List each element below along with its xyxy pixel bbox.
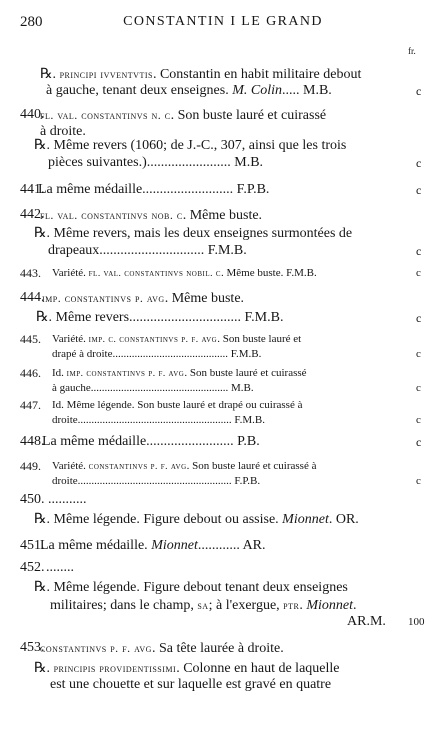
entry-number: 451. (20, 538, 45, 553)
entry-text: à gauche.................................................. M.B. (52, 382, 254, 394)
entry-line (52, 459, 316, 474)
entry-text: AR.M. (347, 614, 386, 629)
coin-legend: imp. c. constantinvs p. f. avg (88, 335, 218, 345)
entry-text: . Son buste lauré et cuirassé à (186, 460, 317, 472)
entry-text: ........ (46, 560, 74, 575)
entry-line (50, 597, 357, 614)
entry-number: 447. (20, 398, 41, 412)
entry-line (34, 138, 346, 154)
entry-text: . Constantin en habit militaire debout (152, 67, 362, 82)
entry-text: . Sa tête laurée à droite. (151, 641, 284, 656)
rarity-value: c (416, 84, 422, 98)
entry-text: La même médaille......................... P.B. (42, 434, 260, 449)
entry-text: à droite. (40, 124, 86, 139)
entry-line (52, 366, 307, 381)
currency-column-mark: fr. (408, 46, 416, 56)
entry-text: ℞. Même légende. Figure debout tenant deux enseignes (34, 580, 348, 595)
entry-text: La même médaille.......................... F.P.B. (38, 182, 270, 197)
entry-text: ............ AR. (197, 538, 266, 553)
entry-number: 452. (20, 560, 45, 575)
entry-text: droite........................................................ F.M.B. (52, 414, 266, 426)
entry-line (52, 332, 301, 347)
entry-text: Variété. (52, 460, 89, 472)
entry-text: ℞. Même revers................................ F.M.B. (36, 310, 284, 325)
entry-line (48, 243, 247, 259)
rarity-value: c (416, 267, 421, 279)
entry-number: 441. (20, 182, 45, 197)
entry-text: ..... M.B. (282, 83, 332, 98)
entry-number: 445. (20, 332, 41, 346)
running-title: CONSTANTIN I LE GRAND (123, 14, 323, 29)
rarity-value: c (416, 244, 422, 258)
entry-text: ; à l'exergue, (208, 598, 284, 613)
rarity-value: c (416, 475, 421, 487)
entry-number: 450. (20, 492, 45, 507)
entry-line (52, 474, 260, 488)
entry-line (46, 83, 332, 99)
source-citation: Mionnet (151, 538, 198, 553)
entry-line (40, 66, 361, 83)
entry-text: . (299, 598, 307, 613)
entry-text: drapeaux.............................. F.M.B. (48, 243, 247, 258)
coin-legend: fl. val. constantinvs nob. c (40, 208, 183, 222)
entry-line (34, 226, 352, 242)
entry-text: . Colonne en haut de laquelle (176, 661, 340, 676)
entry-text: . Son buste lauré et cuirassé (184, 367, 307, 379)
rarity-value: c (416, 156, 422, 170)
entry-line (40, 207, 262, 224)
entry-line (52, 413, 265, 427)
entry-text: . OR. (328, 512, 359, 527)
entry-number: 446. (20, 366, 41, 380)
entry-line (52, 266, 317, 281)
rarity-value: 100 (408, 616, 425, 628)
entry-line (48, 155, 263, 171)
entry-line (42, 290, 244, 307)
coin-legend: ptr (283, 598, 300, 612)
entry-text: ........... (48, 492, 87, 507)
coin-legend: imp. constantinvs p. f. avg (66, 369, 185, 379)
entry-line (34, 580, 348, 596)
entry-text: . Même buste. (164, 291, 245, 306)
entry-text: à gauche, tenant deux enseignes. (46, 83, 233, 98)
entry-text: ℞. (40, 67, 60, 82)
entry-number: 442. (20, 207, 45, 222)
entry-text: Variété. (52, 267, 89, 279)
rarity-value: c (416, 435, 422, 449)
entry-line (40, 107, 326, 124)
entry-line (50, 677, 331, 693)
entry-text: pièces suivantes.)........................ M.B. (48, 155, 264, 170)
coin-legend: sa (197, 598, 209, 612)
rarity-value: c (416, 183, 422, 197)
rarity-value: c (416, 311, 422, 325)
entry-text: ℞. Même revers, mais les deux enseignes surmontées de (34, 226, 353, 241)
coin-legend: principis providentissimi (53, 661, 177, 675)
entry-line (42, 434, 260, 450)
coin-legend: constantinvs p. f. avg (40, 641, 152, 655)
entry-text: droite........................................................ F.P.B. (52, 475, 261, 487)
entry-line (52, 347, 261, 361)
entry-text: Id. Même légende. Son buste lauré et drapé ou cuirassé à (52, 399, 303, 411)
entry-line (48, 492, 87, 508)
entry-text: Variété. (52, 333, 89, 345)
entry-number: 444. (20, 290, 45, 305)
source-citation: M. Colin (232, 83, 282, 98)
entry-line (40, 640, 284, 657)
entry-number: 449. (20, 459, 41, 473)
entry-number: 448. (20, 434, 45, 449)
rarity-value: c (416, 382, 421, 394)
entry-text: La même médaille. (40, 538, 152, 553)
entry-line (34, 512, 359, 528)
entry-line (36, 310, 283, 326)
source-citation: Mionnet (282, 512, 329, 527)
rarity-value: c (416, 414, 421, 426)
entry-text: Id. (52, 367, 67, 379)
entry-line (52, 381, 254, 395)
entry-text: militaires; dans le champ, (50, 598, 198, 613)
entry-line (38, 182, 269, 198)
coin-legend: constantinvs p. f. avg (88, 462, 187, 472)
page-number: 280 (20, 14, 43, 30)
coin-legend: fl. val. constantinvs nobil. c (88, 269, 222, 279)
entry-text: ℞. Même revers (1060; de J.-C., 307, ainsi que les trois (34, 138, 347, 153)
coin-legend: principi ivventvtis (59, 67, 153, 81)
entry-line (52, 398, 302, 412)
entry-text: . Son buste lauré et cuirassé (170, 108, 327, 123)
rarity-value: c (416, 348, 421, 360)
entry-text: . Son buste lauré et (217, 333, 302, 345)
entry-text: . Même buste. F.M.B. (221, 267, 317, 279)
entry-text: drapé à droite.......................................... F.M.B. (52, 348, 262, 360)
coin-legend: fl. val. constantinvs n. c (40, 108, 171, 122)
entry-line (34, 660, 340, 677)
entry-text: ℞. Même légende. Figure debout ou assise. (34, 512, 283, 527)
entry-text: est une chouette et sur laquelle est gravé en quatre (50, 677, 332, 692)
entry-number: 443. (20, 266, 41, 280)
entry-number: 453. (20, 640, 45, 655)
entry-number: 440. (20, 107, 45, 122)
entry-text: . (353, 598, 357, 613)
entry-line (40, 538, 266, 554)
entry-line (46, 560, 74, 576)
entry-line (347, 614, 386, 630)
entry-text: ℞. (34, 661, 54, 676)
coin-legend: imp. constantinvs p. avg (42, 291, 165, 305)
entry-text: . Même buste. (182, 208, 263, 223)
source-citation: Mionnet (306, 598, 353, 613)
